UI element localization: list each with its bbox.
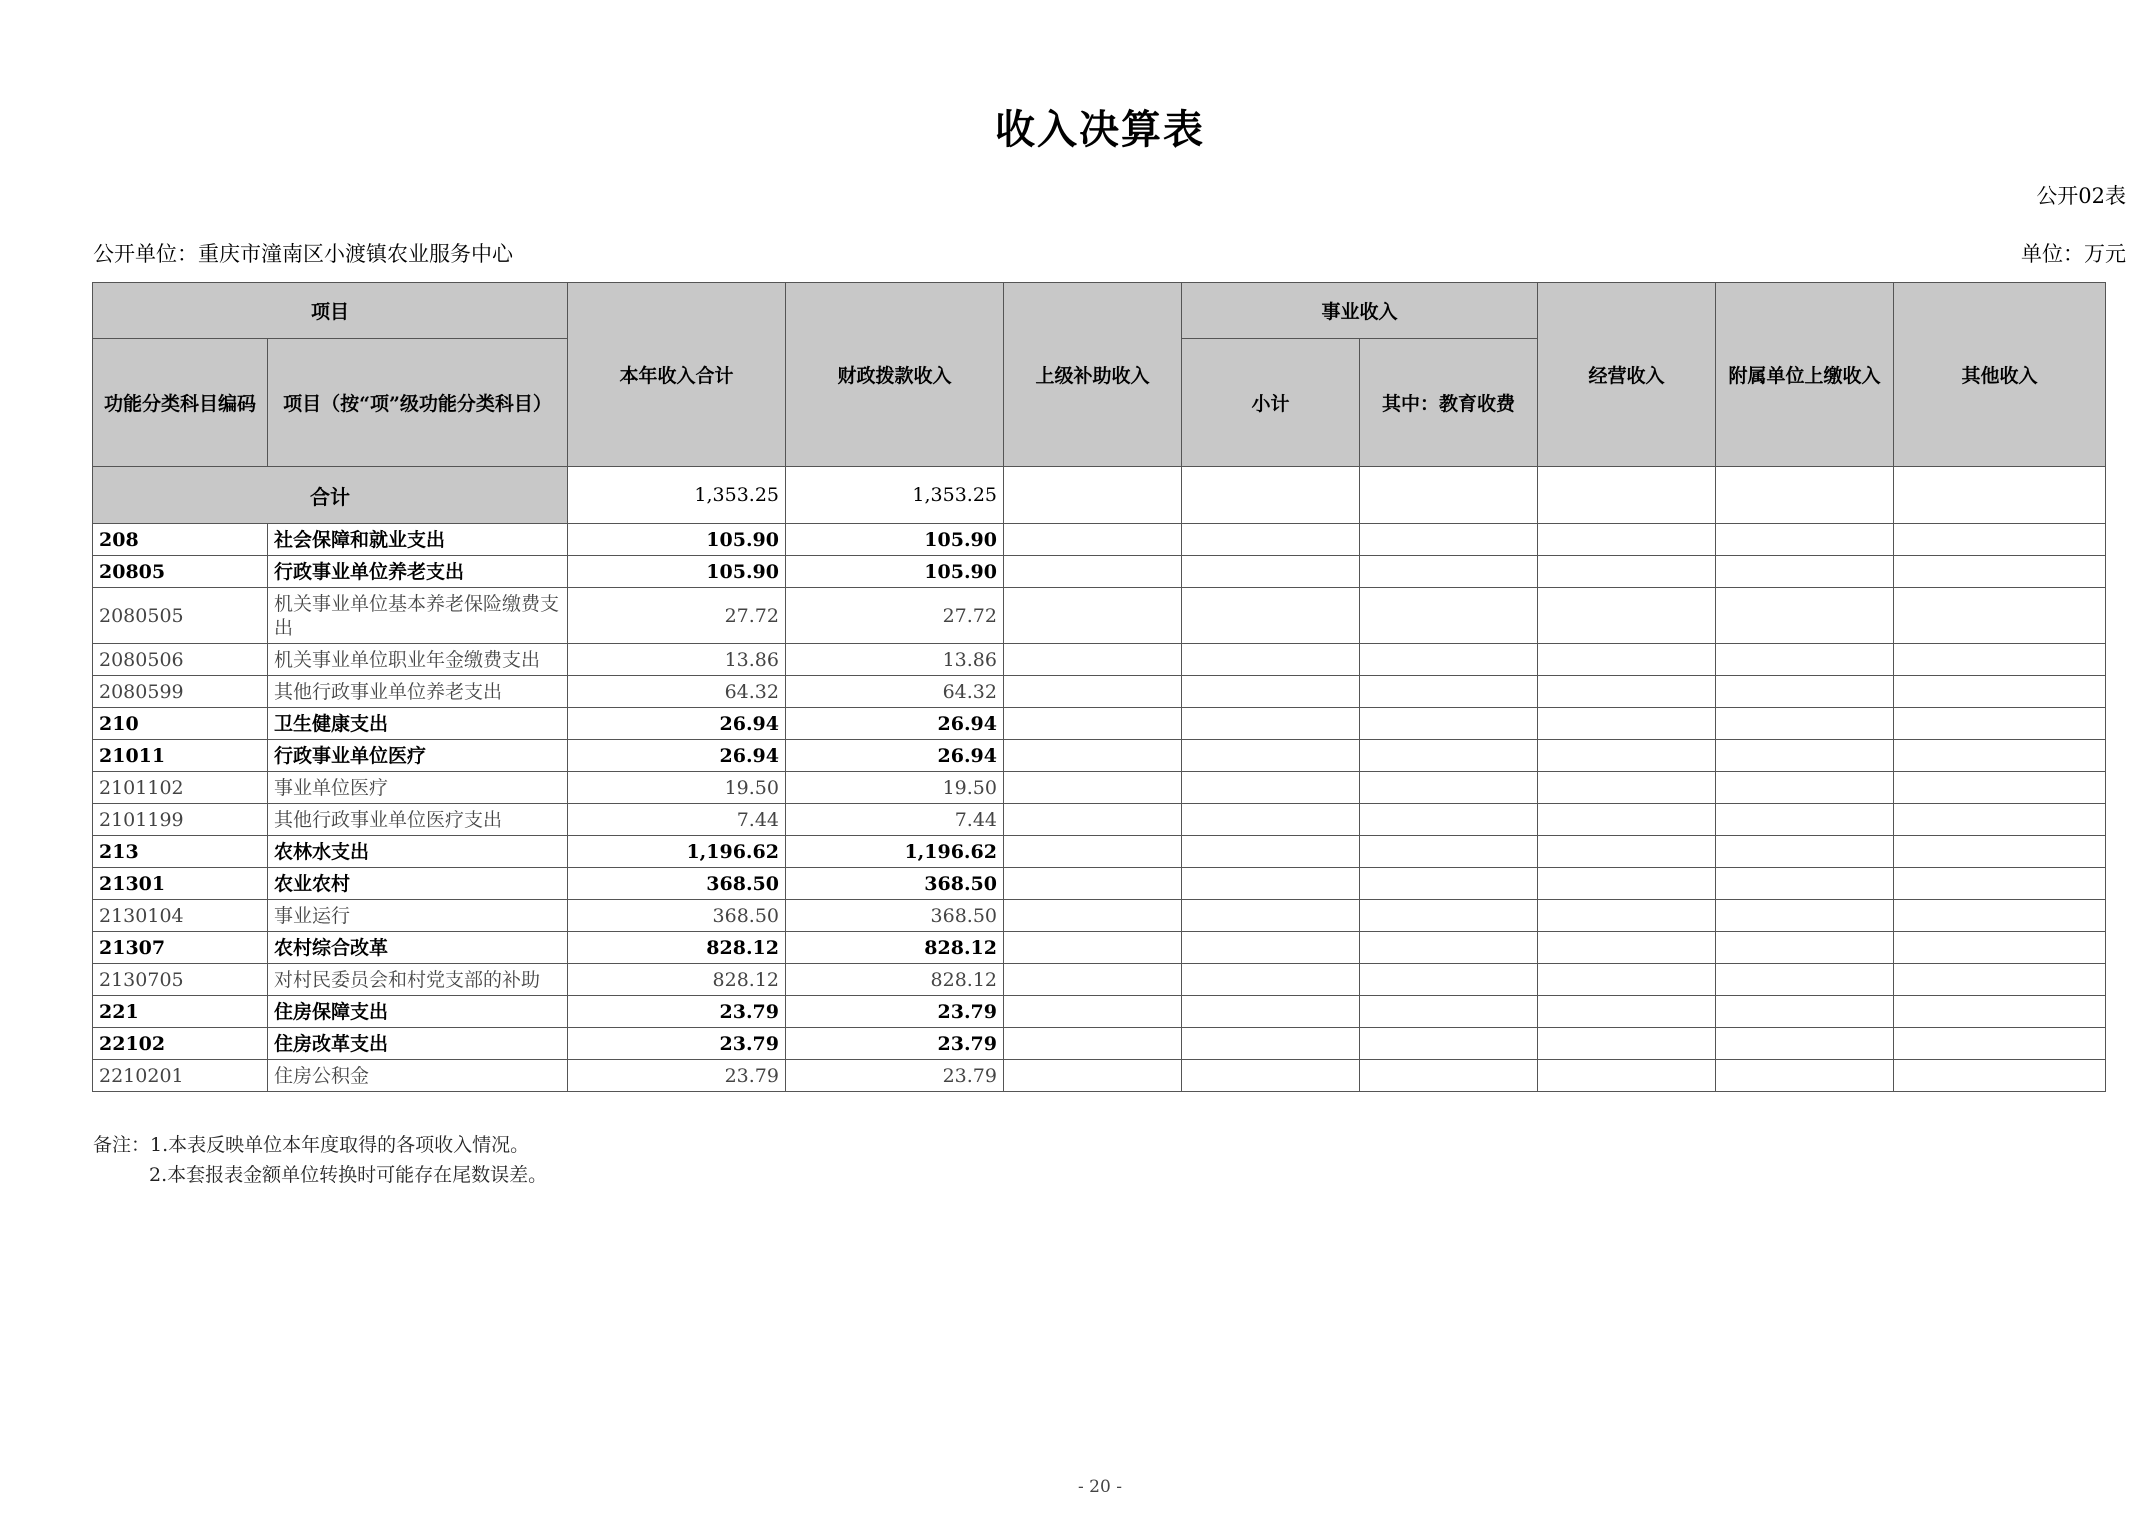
empty-cell	[1894, 467, 2106, 524]
empty-cell	[1894, 524, 2106, 556]
total-income-cell: 368.50	[568, 900, 786, 932]
empty-cell	[1182, 467, 1360, 524]
table-row	[93, 556, 2106, 588]
empty-cell	[1538, 1028, 1716, 1060]
empty-cell	[1894, 1028, 2106, 1060]
fiscal-cell: 368.50	[786, 900, 1004, 932]
empty-cell	[1894, 708, 2106, 740]
table-row	[93, 868, 2106, 900]
fiscal-cell: 23.79	[786, 996, 1004, 1028]
table-row	[93, 588, 2106, 644]
empty-cell	[1538, 772, 1716, 804]
empty-cell	[1538, 1060, 1716, 1092]
empty-cell	[1716, 467, 1894, 524]
header-career: 事业收入	[1182, 283, 1538, 339]
code-cell: 22102	[93, 1028, 268, 1060]
total-income-cell: 105.90	[568, 524, 786, 556]
empty-cell	[1360, 588, 1538, 644]
empty-cell	[1004, 740, 1182, 772]
name-cell: 行政事业单位养老支出	[268, 556, 568, 588]
code-cell: 210	[93, 708, 268, 740]
header-subtotal: 小计	[1182, 339, 1360, 467]
empty-cell	[1894, 900, 2106, 932]
table-row	[93, 900, 2106, 932]
empty-cell	[1538, 644, 1716, 676]
name-cell: 事业单位医疗	[268, 772, 568, 804]
empty-cell	[1360, 772, 1538, 804]
empty-cell	[1894, 1060, 2106, 1092]
empty-cell	[1538, 964, 1716, 996]
name-cell: 农林水支出	[268, 836, 568, 868]
total-income-cell: 19.50	[568, 772, 786, 804]
empty-cell	[1004, 1028, 1182, 1060]
empty-cell	[1004, 467, 1182, 524]
fiscal-cell: 27.72	[786, 588, 1004, 644]
total-income-cell: 64.32	[568, 676, 786, 708]
header-other: 其他收入	[1894, 283, 2106, 467]
note-1: 备注：1.本表反映单位本年度取得的各项收入情况。	[93, 1134, 530, 1156]
fiscal-cell: 105.90	[786, 524, 1004, 556]
empty-cell	[1538, 556, 1716, 588]
fiscal-cell: 64.32	[786, 676, 1004, 708]
name-cell: 卫生健康支出	[268, 708, 568, 740]
code-cell: 213	[93, 836, 268, 868]
empty-cell	[1894, 964, 2106, 996]
empty-cell	[1716, 772, 1894, 804]
empty-cell	[1538, 524, 1716, 556]
empty-cell	[1538, 996, 1716, 1028]
empty-cell	[1182, 676, 1360, 708]
name-cell: 社会保障和就业支出	[268, 524, 568, 556]
code-cell: 2101199	[93, 804, 268, 836]
code-cell: 20805	[93, 556, 268, 588]
page-number: - 20 -	[1078, 1477, 1122, 1497]
empty-cell	[1360, 932, 1538, 964]
total-income-cell: 1,196.62	[568, 836, 786, 868]
empty-cell	[1004, 676, 1182, 708]
empty-cell	[1182, 708, 1360, 740]
empty-cell	[1538, 708, 1716, 740]
table-row	[93, 524, 2106, 556]
empty-cell	[1182, 772, 1360, 804]
org-label: 公开单位：重庆市潼南区小渡镇农业服务中心	[93, 242, 513, 266]
code-cell: 2080506	[93, 644, 268, 676]
empty-cell	[1004, 964, 1182, 996]
empty-cell	[1716, 868, 1894, 900]
empty-cell	[1894, 804, 2106, 836]
empty-cell	[1360, 467, 1538, 524]
empty-cell	[1182, 1060, 1360, 1092]
name-cell: 住房公积金	[268, 1060, 568, 1092]
header-project: 项目	[93, 283, 568, 339]
empty-cell	[1182, 836, 1360, 868]
name-cell: 对村民委员会和村党支部的补助	[268, 964, 568, 996]
empty-cell	[1538, 932, 1716, 964]
code-cell: 2080599	[93, 676, 268, 708]
table-row	[93, 996, 2106, 1028]
total-income-cell: 23.79	[568, 1028, 786, 1060]
table-row	[93, 1028, 2106, 1060]
fiscal-cell: 828.12	[786, 932, 1004, 964]
note-2: 2.本套报表金额单位转换时可能存在尾数误差。	[149, 1164, 548, 1186]
empty-cell	[1716, 804, 1894, 836]
empty-cell	[1182, 900, 1360, 932]
empty-cell	[1182, 1028, 1360, 1060]
empty-cell	[1004, 1060, 1182, 1092]
empty-cell	[1004, 644, 1182, 676]
total-income-cell: 105.90	[568, 556, 786, 588]
empty-cell	[1538, 740, 1716, 772]
page-title: 收入决算表	[995, 106, 1205, 153]
empty-cell	[1538, 676, 1716, 708]
empty-cell	[1360, 1028, 1538, 1060]
total-income-cell: 828.12	[568, 932, 786, 964]
empty-cell	[1182, 644, 1360, 676]
name-cell: 住房改革支出	[268, 1028, 568, 1060]
empty-cell	[1360, 804, 1538, 836]
empty-cell	[1894, 868, 2106, 900]
empty-cell	[1894, 996, 2106, 1028]
empty-cell	[1004, 836, 1182, 868]
empty-cell	[1004, 900, 1182, 932]
empty-cell	[1716, 556, 1894, 588]
empty-cell	[1360, 644, 1538, 676]
empty-cell	[1894, 644, 2106, 676]
total-income-cell: 27.72	[568, 588, 786, 644]
header-code: 功能分类科目编码	[93, 339, 268, 467]
empty-cell	[1004, 556, 1182, 588]
empty-cell	[1716, 932, 1894, 964]
total-income-cell: 1,353.25	[568, 467, 786, 524]
empty-cell	[1182, 964, 1360, 996]
empty-cell	[1716, 676, 1894, 708]
income-table	[92, 282, 2106, 1092]
fiscal-cell: 828.12	[786, 964, 1004, 996]
table-row	[93, 932, 2106, 964]
code-cell: 221	[93, 996, 268, 1028]
code-cell: 2130104	[93, 900, 268, 932]
empty-cell	[1894, 740, 2106, 772]
empty-cell	[1360, 836, 1538, 868]
empty-cell	[1360, 740, 1538, 772]
empty-cell	[1004, 524, 1182, 556]
fiscal-cell: 23.79	[786, 1028, 1004, 1060]
header-total-income: 本年收入合计	[568, 283, 786, 467]
empty-cell	[1538, 588, 1716, 644]
empty-cell	[1538, 836, 1716, 868]
total-row	[93, 467, 2106, 524]
fiscal-cell: 26.94	[786, 708, 1004, 740]
empty-cell	[1182, 996, 1360, 1028]
code-cell: 21011	[93, 740, 268, 772]
empty-cell	[1004, 708, 1182, 740]
table-row	[93, 772, 2106, 804]
empty-cell	[1716, 996, 1894, 1028]
code-cell: 2101102	[93, 772, 268, 804]
total-income-cell: 828.12	[568, 964, 786, 996]
code-cell: 21307	[93, 932, 268, 964]
header-superior: 上级补助收入	[1004, 283, 1182, 467]
table-row	[93, 1060, 2106, 1092]
code-cell: 208	[93, 524, 268, 556]
notes	[93, 1130, 547, 1190]
table-row	[93, 676, 2106, 708]
name-cell: 其他行政事业单位医疗支出	[268, 804, 568, 836]
total-income-cell: 26.94	[568, 740, 786, 772]
fiscal-cell: 105.90	[786, 556, 1004, 588]
empty-cell	[1538, 804, 1716, 836]
code-cell: 2080505	[93, 588, 268, 644]
table-row	[93, 644, 2106, 676]
fiscal-cell: 19.50	[786, 772, 1004, 804]
total-income-cell: 23.79	[568, 1060, 786, 1092]
fiscal-cell: 26.94	[786, 740, 1004, 772]
empty-cell	[1716, 740, 1894, 772]
name-cell: 农业农村	[268, 868, 568, 900]
fiscal-cell: 13.86	[786, 644, 1004, 676]
empty-cell	[1004, 772, 1182, 804]
empty-cell	[1360, 996, 1538, 1028]
empty-cell	[1716, 644, 1894, 676]
empty-cell	[1004, 932, 1182, 964]
empty-cell	[1182, 556, 1360, 588]
empty-cell	[1538, 868, 1716, 900]
fiscal-cell: 1,196.62	[786, 836, 1004, 868]
header-item: 项目（按“项”级功能分类科目）	[268, 339, 568, 467]
table-row	[93, 740, 2106, 772]
empty-cell	[1538, 467, 1716, 524]
empty-cell	[1716, 1060, 1894, 1092]
empty-cell	[1182, 588, 1360, 644]
name-cell: 住房保障支出	[268, 996, 568, 1028]
empty-cell	[1894, 836, 2106, 868]
empty-cell	[1894, 676, 2106, 708]
name-cell: 农村综合改革	[268, 932, 568, 964]
code-cell: 2210201	[93, 1060, 268, 1092]
table-row	[93, 804, 2106, 836]
empty-cell	[1004, 868, 1182, 900]
empty-cell	[1538, 900, 1716, 932]
empty-cell	[1894, 932, 2106, 964]
unit-label: 单位：万元	[2021, 242, 2126, 266]
empty-cell	[1182, 740, 1360, 772]
name-cell: 机关事业单位职业年金缴费支出	[268, 644, 568, 676]
total-income-cell: 13.86	[568, 644, 786, 676]
total-income-cell: 23.79	[568, 996, 786, 1028]
empty-cell	[1716, 708, 1894, 740]
total-income-cell: 26.94	[568, 708, 786, 740]
empty-cell	[1716, 964, 1894, 996]
empty-cell	[1716, 836, 1894, 868]
empty-cell	[1716, 900, 1894, 932]
code-cell: 21301	[93, 868, 268, 900]
empty-cell	[1004, 588, 1182, 644]
empty-cell	[1360, 1060, 1538, 1092]
header-affiliated: 附属单位上缴收入	[1716, 283, 1894, 467]
empty-cell	[1004, 804, 1182, 836]
empty-cell	[1894, 772, 2106, 804]
name-cell: 机关事业单位基本养老保险缴费支出	[268, 588, 568, 644]
table-number: 公开02表	[2036, 184, 2126, 208]
empty-cell	[1360, 964, 1538, 996]
total-income-cell: 7.44	[568, 804, 786, 836]
header-edu-fee: 其中：教育收费	[1360, 339, 1538, 467]
empty-cell	[1182, 932, 1360, 964]
empty-cell	[1182, 868, 1360, 900]
fiscal-cell: 368.50	[786, 868, 1004, 900]
empty-cell	[1360, 868, 1538, 900]
empty-cell	[1360, 524, 1538, 556]
total-label: 合计	[93, 467, 568, 524]
empty-cell	[1004, 996, 1182, 1028]
name-cell: 事业运行	[268, 900, 568, 932]
total-income-cell: 368.50	[568, 868, 786, 900]
empty-cell	[1716, 524, 1894, 556]
table-row	[93, 708, 2106, 740]
empty-cell	[1716, 588, 1894, 644]
empty-cell	[1360, 676, 1538, 708]
empty-cell	[1360, 900, 1538, 932]
code-cell: 2130705	[93, 964, 268, 996]
total-fiscal-cell: 1,353.25	[786, 467, 1004, 524]
fiscal-cell: 23.79	[786, 1060, 1004, 1092]
name-cell: 其他行政事业单位养老支出	[268, 676, 568, 708]
empty-cell	[1182, 524, 1360, 556]
empty-cell	[1894, 556, 2106, 588]
empty-cell	[1360, 708, 1538, 740]
empty-cell	[1894, 588, 2106, 644]
empty-cell	[1360, 556, 1538, 588]
table-row	[93, 836, 2106, 868]
fiscal-cell: 7.44	[786, 804, 1004, 836]
table-row	[93, 964, 2106, 996]
name-cell: 行政事业单位医疗	[268, 740, 568, 772]
header-operating: 经营收入	[1538, 283, 1716, 467]
empty-cell	[1716, 1028, 1894, 1060]
empty-cell	[1182, 804, 1360, 836]
header-fiscal: 财政拨款收入	[786, 283, 1004, 467]
